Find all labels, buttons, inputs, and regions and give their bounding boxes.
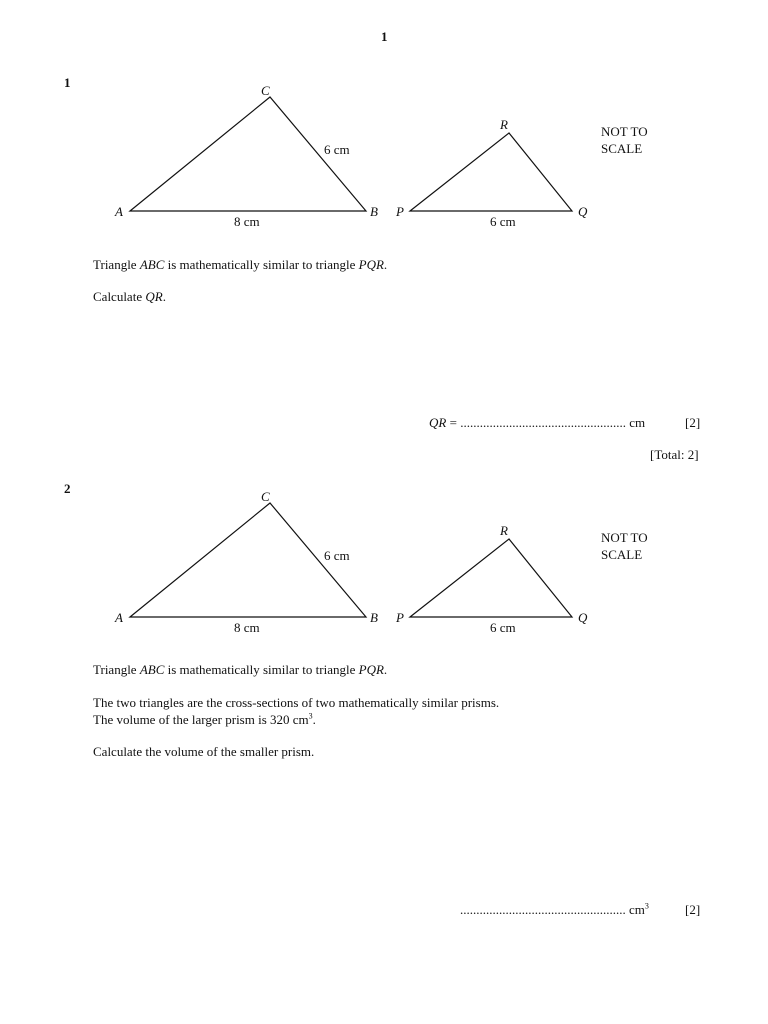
question-2-context: The two triangles are the cross-sections of two mathematically similar prisms.: [93, 695, 500, 710]
vertex-b-label: B: [370, 204, 378, 219]
answer-field[interactable]: ...................................................: [460, 415, 626, 430]
side-ab-label: 8 cm: [234, 620, 260, 635]
question-2-number: 2: [64, 481, 71, 496]
side-cb-label: 6 cm: [324, 142, 350, 157]
vertex-q-label: Q: [578, 204, 588, 219]
question-2-volume: The volume of the larger prism is 320 $cm^3$.: [93, 711, 316, 727]
answer-field[interactable]: ...................................................: [460, 902, 626, 917]
question-1-marks: [2]: [685, 415, 701, 430]
side-cb-label: 6 cm: [324, 548, 350, 563]
triangle-pqr: [410, 539, 572, 617]
note-line-2: SCALE: [601, 141, 643, 156]
question-2-instruction: Calculate the volume of the smaller prism.: [93, 744, 315, 759]
note-line-1: NOT TO: [601, 530, 648, 545]
not-to-scale-note: [601, 529, 648, 563]
vertex-c-label: C: [261, 489, 270, 504]
question-2-marks: [2]: [685, 902, 701, 917]
vertex-q-label: Q: [578, 610, 588, 625]
vertex-a-label: A: [115, 610, 123, 625]
vertex-r-label: R: [500, 523, 508, 538]
question-2-diagram: [0, 406, 768, 646]
question-2-statement: Triangle ABC is mathematically similar to triangle PQR.: [93, 662, 388, 677]
question-1-answer-line: QR = ................................................... cm: [429, 415, 646, 430]
vertex-b-label: B: [370, 610, 378, 625]
note-line-1: NOT TO: [601, 124, 648, 139]
question-1-instruction: Calculate QR.: [93, 289, 166, 304]
vertex-c-label: C: [261, 83, 270, 98]
question-1-total: [Total: 2]: [650, 447, 699, 462]
question-2-answer-line: ................................................... $cm^3$: [460, 901, 649, 917]
vertex-a-label: A: [115, 204, 123, 219]
note-line-2: SCALE: [601, 547, 643, 562]
side-pq-label: 6 cm: [490, 620, 516, 635]
side-pq-label: 6 cm: [490, 214, 516, 229]
question-1-number: 1: [64, 75, 71, 90]
not-to-scale-note: [601, 123, 648, 157]
question-1-statement: Triangle ABC is mathematically similar to triangle PQR.: [93, 257, 388, 272]
triangle-pqr: [410, 133, 572, 211]
question-1-diagram: [0, 0, 768, 240]
vertex-r-label: R: [500, 117, 508, 132]
vertex-p-label: P: [396, 610, 404, 625]
vertex-p-label: P: [396, 204, 404, 219]
page-number: 1: [381, 29, 388, 44]
side-ab-label: 8 cm: [234, 214, 260, 229]
